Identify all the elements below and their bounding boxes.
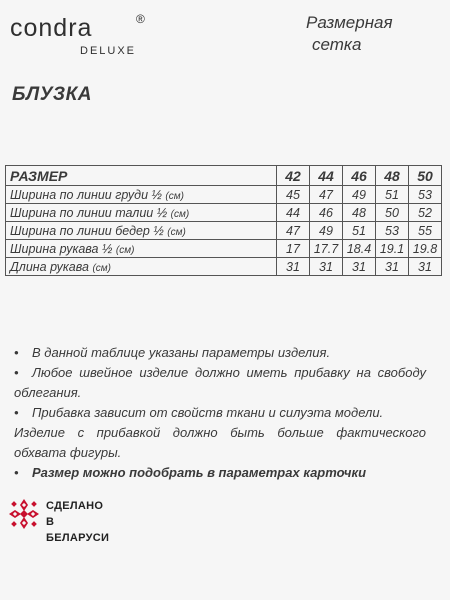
- made-line-1: СДЕЛАНО: [46, 500, 104, 512]
- brand-sub: DELUXE: [80, 45, 137, 57]
- bullet-icon: •: [14, 345, 19, 360]
- size-col-header: 50: [409, 166, 442, 186]
- table-cell: 31: [376, 258, 409, 276]
- table-cell: 49: [310, 222, 343, 240]
- table-cell: 51: [343, 222, 376, 240]
- table-cell: 49: [343, 186, 376, 204]
- table-row: [6, 258, 442, 276]
- row-unit: (см): [115, 244, 135, 256]
- size-table: [5, 165, 442, 276]
- row-label-text: Ширина по линии груди ½: [10, 187, 162, 202]
- table-cell: 44: [277, 204, 310, 222]
- table-cell: 31: [409, 258, 442, 276]
- table-header-row: [6, 166, 442, 186]
- note-text: Любое швейное изделие должно иметь прибавку на свободу облегания.: [14, 365, 426, 400]
- size-col-header: 46: [343, 166, 376, 186]
- table-cell: 48: [343, 204, 376, 222]
- page-heading: [306, 12, 446, 56]
- table-cell: 52: [409, 204, 442, 222]
- row-label: [6, 240, 277, 258]
- heading-line-1: Размерная: [306, 13, 393, 32]
- table-row: [6, 240, 442, 258]
- table-cell: 19.8: [409, 240, 442, 258]
- table-cell: 31: [343, 258, 376, 276]
- note-continuation: Изделие с прибавкой должно быть больше фактического обхвата фигуры.: [14, 425, 426, 460]
- table-cell: 47: [277, 222, 310, 240]
- size-col-header: 44: [310, 166, 343, 186]
- row-label: [6, 222, 277, 240]
- row-label-text: Ширина по линии бедер ½: [10, 223, 164, 238]
- size-col-header: 42: [277, 166, 310, 186]
- table-cell: 31: [310, 258, 343, 276]
- table-cell: 53: [409, 186, 442, 204]
- brand-logo: [10, 14, 170, 60]
- size-header: РАЗМЕР: [6, 166, 277, 186]
- table-cell: 17: [277, 240, 310, 258]
- size-col-header: 48: [376, 166, 409, 186]
- row-label: [6, 204, 277, 222]
- note-text: Размер можно подобрать в параметрах карточки: [32, 465, 367, 480]
- row-unit: (см): [165, 190, 184, 202]
- row-label-text: Ширина по линии талии ½: [10, 205, 168, 220]
- ornament-icon: [6, 496, 42, 532]
- row-unit: (см): [167, 226, 186, 238]
- row-label-text: Ширина рукава ½: [10, 241, 113, 256]
- note-item: [14, 343, 426, 363]
- table-cell: 51: [376, 186, 409, 204]
- row-unit: (см): [170, 208, 190, 220]
- table-cell: 19.1: [376, 240, 409, 258]
- note-item: [14, 463, 426, 483]
- made-in-text: [46, 498, 116, 546]
- notes-list: [14, 343, 426, 483]
- bullet-icon: •: [14, 365, 19, 380]
- note-text: Прибавка зависит от свойств ткани и силуэта модели.: [32, 405, 384, 420]
- row-unit: (см): [92, 262, 111, 274]
- made-in-belarus-badge: [6, 496, 116, 544]
- registered-mark: ®: [136, 12, 145, 26]
- table-cell: 31: [277, 258, 310, 276]
- row-label: [6, 186, 277, 204]
- table-cell: 47: [310, 186, 343, 204]
- table-cell: 17.7: [310, 240, 343, 258]
- brand-name: condra: [10, 14, 93, 42]
- note-item: [14, 363, 426, 403]
- note-text: В данной таблице указаны параметры изделия.: [32, 345, 331, 360]
- note-item: [14, 403, 426, 423]
- table-cell: 55: [409, 222, 442, 240]
- table-cell: 53: [376, 222, 409, 240]
- heading-line-2: сетка: [312, 35, 362, 54]
- table-row: [6, 186, 442, 204]
- product-title: БЛУЗКА: [12, 84, 92, 105]
- table-row: [6, 204, 442, 222]
- bullet-icon: •: [14, 405, 19, 420]
- made-line-2: В БЕЛАРУСИ: [46, 516, 110, 544]
- row-label-text: Длина рукава: [10, 259, 89, 274]
- row-label: [6, 258, 277, 276]
- table-cell: 50: [376, 204, 409, 222]
- table-cell: 46: [310, 204, 343, 222]
- bullet-icon: •: [14, 465, 19, 480]
- table-cell: 18.4: [343, 240, 376, 258]
- table-cell: 45: [277, 186, 310, 204]
- table-row: [6, 222, 442, 240]
